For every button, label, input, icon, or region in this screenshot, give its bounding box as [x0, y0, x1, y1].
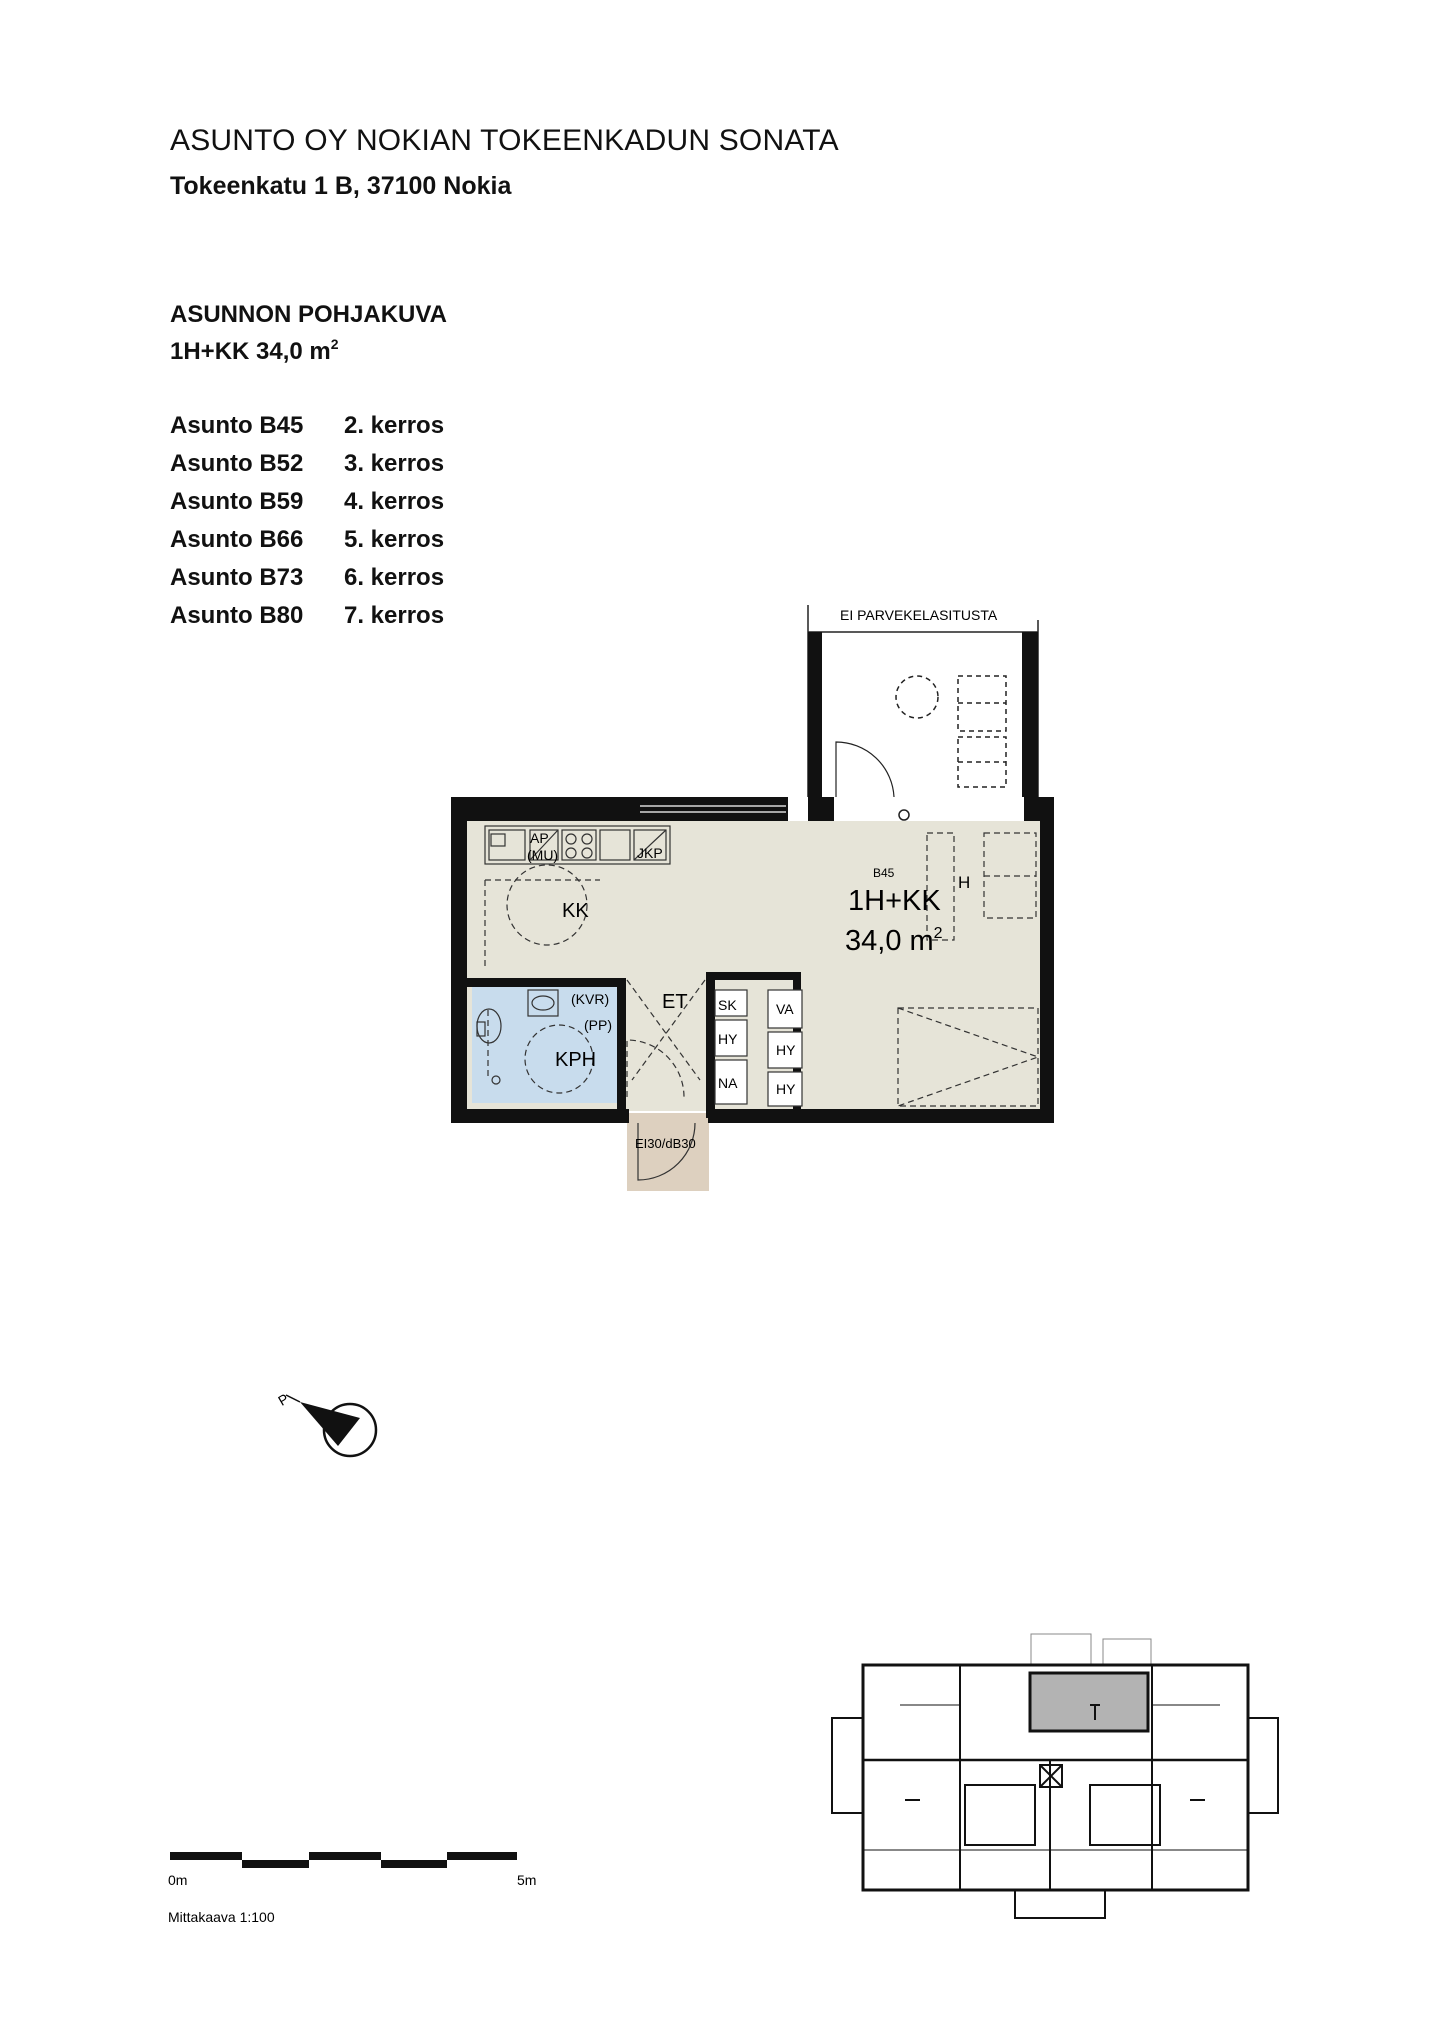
fixture-jkp: JKP	[637, 845, 663, 861]
plan-heading: ASUNNON POHJAKUVA	[170, 301, 447, 328]
room-hall-label: ET	[662, 991, 688, 1013]
locator-plan	[832, 1634, 1278, 1918]
fixture-kvr: (KVR)	[571, 991, 610, 1007]
scale-bar	[170, 1852, 517, 1868]
room-kitchen-label: KK	[562, 900, 589, 922]
door-rating: EI30/dB30	[635, 1136, 696, 1151]
room-bathroom-label: KPH	[555, 1049, 597, 1071]
unit-floor: 2. kerros	[344, 412, 445, 439]
north-arrow-icon	[286, 1395, 376, 1456]
scale-note: Mittakaava 1:100	[168, 1909, 275, 1925]
apartment-id: B45	[873, 866, 895, 880]
unit-floor: 4. kerros	[344, 488, 445, 515]
balcony	[808, 605, 1038, 820]
fixture-pp: (PP)	[584, 1017, 612, 1033]
room-h-label: H	[958, 873, 971, 892]
unit-floor: 5. kerros	[344, 526, 445, 553]
unit-name: Asunto B66	[170, 526, 304, 553]
unit-floor: 7. kerros	[344, 602, 445, 629]
unit-name: Asunto B45	[170, 412, 304, 439]
balcony-note: EI PARVEKELASITUSTA	[840, 607, 998, 623]
closet-sk: SK	[718, 997, 737, 1013]
unit-name: Asunto B59	[170, 488, 304, 515]
scale-start: 0m	[168, 1872, 188, 1888]
closet-va: VA	[776, 1001, 794, 1017]
apartment-area-label	[845, 925, 943, 957]
unit-name: Asunto B52	[170, 450, 304, 477]
closet-hy-1: HY	[718, 1031, 738, 1047]
closet-na: NA	[718, 1075, 738, 1091]
unit-name: Asunto B73	[170, 564, 304, 591]
apartment-area-sup: 2	[933, 925, 943, 942]
apartment-area-text: 34,0 m	[845, 925, 934, 957]
unit-floor: 3. kerros	[344, 450, 445, 477]
project-address: Tokeenkatu 1 B, 37100 Nokia	[170, 172, 512, 200]
closet-hy-2: HY	[776, 1042, 796, 1058]
type-area-text: 1H+KK 34,0 m	[170, 338, 331, 365]
fixture-mu: (MU)	[527, 847, 559, 863]
type-area-sup: 2	[330, 336, 339, 352]
compass-label: P	[275, 1390, 292, 1409]
fixture-ap: AP	[530, 830, 549, 846]
scale-end: 5m	[517, 1872, 537, 1888]
unit-floor: 6. kerros	[344, 564, 445, 591]
closet-hy-3: HY	[776, 1081, 796, 1097]
entry-area	[627, 1113, 709, 1191]
unit-name: Asunto B80	[170, 602, 304, 629]
apartment-type-label: 1H+KK	[848, 885, 941, 917]
project-title: ASUNTO OY NOKIAN TOKEENKADUN SONATA	[170, 124, 839, 157]
